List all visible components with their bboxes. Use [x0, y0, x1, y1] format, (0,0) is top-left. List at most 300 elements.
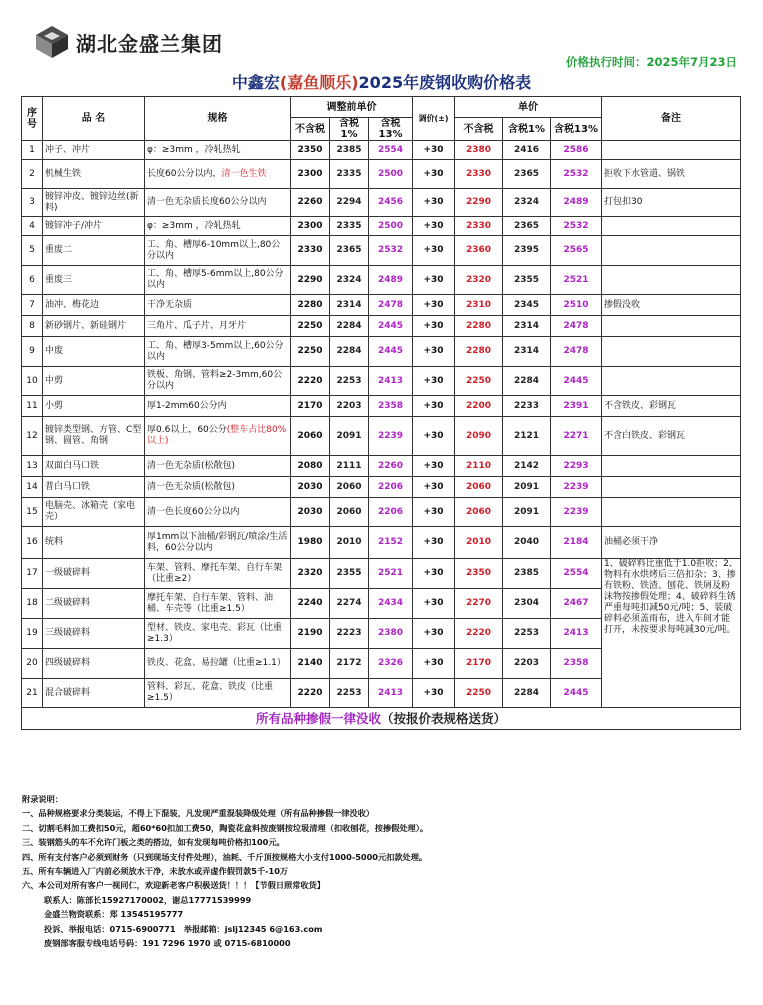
- price-tax13: 2445: [551, 679, 602, 708]
- table-row: [22, 527, 741, 559]
- price-notax: 2200: [455, 396, 503, 417]
- row-seq: 3: [22, 189, 43, 217]
- col-note: 备注: [602, 97, 741, 141]
- pre-price-notax: 2220: [291, 367, 330, 396]
- pre-price-tax1: 2314: [330, 295, 369, 316]
- price-tax13: 2510: [551, 295, 602, 316]
- price-tax13: 2467: [551, 589, 602, 619]
- pre-price-tax1: 2203: [330, 396, 369, 417]
- pre-price-notax: 2300: [291, 160, 330, 189]
- price-date: 价格执行时间：2025年7月23日: [565, 55, 737, 69]
- price-tax1: 2395: [503, 236, 551, 266]
- pre-price-tax1: 2060: [330, 498, 369, 527]
- table-row: [22, 189, 741, 217]
- row-spec: [145, 316, 291, 337]
- footer-prefix: 所有品种掺假一律没收: [256, 711, 382, 726]
- contact-3: 投诉、举报电话：0715-6900771 举报邮箱：jslj12345 6@163.com: [44, 923, 323, 934]
- price-tax13: 2293: [551, 456, 602, 477]
- row-spec: [145, 189, 291, 217]
- contact-4: 废钢部客服专线电话号码：191 7296 1970 或 0715-6810000: [44, 938, 291, 949]
- row-spec: [145, 456, 291, 477]
- notes-title: 附录说明：: [22, 794, 63, 804]
- price-tax1: 2233: [503, 396, 551, 417]
- title-red: (嘉鱼顺乐): [279, 73, 359, 92]
- row-name: 三级破碎料: [43, 619, 145, 649]
- price-tax1: 2345: [503, 295, 551, 316]
- pre-price-notax: 2300: [291, 217, 330, 236]
- pre-price-tax13: 2260: [369, 456, 413, 477]
- pre-price-tax1: 2385: [330, 141, 369, 160]
- price-tax13: 2391: [551, 396, 602, 417]
- row-name: 中废: [43, 337, 145, 367]
- row-note: [602, 266, 741, 295]
- price-tax13: 2532: [551, 217, 602, 236]
- row-seq: 5: [22, 236, 43, 266]
- row-spec-text: 摩托车架、自行车架、管料、油桶、车壳等（比重≥1.5）: [147, 592, 274, 614]
- price-tax1: 2365: [503, 217, 551, 236]
- table-row: [22, 266, 741, 295]
- row-spec-text: 车架、管料、摩托车架、自行车架（比重≥2）: [147, 562, 283, 584]
- pre-price-tax1: 2324: [330, 266, 369, 295]
- price-tax1: 2142: [503, 456, 551, 477]
- price-notax: 2290: [455, 189, 503, 217]
- sub-notax: 不含税: [455, 118, 503, 141]
- row-adjust: +30: [413, 417, 455, 456]
- title-prefix: 中鑫宏: [231, 73, 280, 92]
- row-spec-text: 工、角、槽厚6-10mm以上,80公分以内: [147, 239, 281, 261]
- sub-tax1: 含税1%: [503, 118, 551, 141]
- pre-price-tax1: 2294: [330, 189, 369, 217]
- price-tax13: 2239: [551, 498, 602, 527]
- pre-price-tax1: 2253: [330, 367, 369, 396]
- row-spec: [145, 266, 291, 295]
- row-name: 四级破碎料: [43, 649, 145, 679]
- pre-price-notax: 2330: [291, 236, 330, 266]
- row-seq: 1: [22, 141, 43, 160]
- pre-price-tax1: 2335: [330, 160, 369, 189]
- row-note: 油桶必须干净: [602, 527, 741, 559]
- row-name: 重废二: [43, 236, 145, 266]
- note-4: 四、所有支付客户必须到财务（只到现场支付件处理），油耗、千斤顶按规格大小支付1000-5000元扣款处理。: [22, 851, 428, 862]
- row-name: 重废三: [43, 266, 145, 295]
- row-seq: 14: [22, 477, 43, 498]
- pre-price-tax13: 2445: [369, 337, 413, 367]
- page-title: [0, 70, 763, 93]
- price-tax1: 2203: [503, 649, 551, 679]
- price-notax: 2280: [455, 337, 503, 367]
- pre-price-notax: 2280: [291, 295, 330, 316]
- row-adjust: +30: [413, 367, 455, 396]
- pre-price-tax13: 2456: [369, 189, 413, 217]
- pre-price-tax1: 2111: [330, 456, 369, 477]
- price-notax: 2220: [455, 619, 503, 649]
- price-notax: 2110: [455, 456, 503, 477]
- pre-price-tax13: 2152: [369, 527, 413, 559]
- row-name: 混合破碎料: [43, 679, 145, 708]
- row-seq: 2: [22, 160, 43, 189]
- row-spec: [145, 679, 291, 708]
- row-adjust: +30: [413, 527, 455, 559]
- table-row: [22, 559, 741, 589]
- col-seq: 序号: [22, 97, 43, 141]
- contact-2: 金盛兰物资联系：郑 13545195777: [44, 909, 184, 920]
- row-spec-text: φ：≥3mm ，冷轧热轧: [147, 220, 241, 231]
- row-adjust: +30: [413, 217, 455, 236]
- table-row: [22, 477, 741, 498]
- row-spec-text: 清一色无杂质(松散包): [147, 481, 236, 492]
- pre-price-tax13: 2239: [369, 417, 413, 456]
- price-notax: 2380: [455, 141, 503, 160]
- price-tax13: 2271: [551, 417, 602, 456]
- table-row: [22, 217, 741, 236]
- price-tax13: 2489: [551, 189, 602, 217]
- pre-price-notax: 1980: [291, 527, 330, 559]
- row-spec: [145, 396, 291, 417]
- price-notax: 2250: [455, 367, 503, 396]
- header-logo-row: [34, 22, 223, 62]
- pre-price-notax: 2250: [291, 316, 330, 337]
- row-note: [602, 337, 741, 367]
- col-name: 品 名: [43, 97, 145, 141]
- price-notax: 2270: [455, 589, 503, 619]
- row-name: 电脑壳、冰箱壳（家电壳）: [43, 498, 145, 527]
- pre-price-tax1: 2253: [330, 679, 369, 708]
- row-note: 掺假没收: [602, 295, 741, 316]
- row-spec: [145, 337, 291, 367]
- pre-price-tax13: 2326: [369, 649, 413, 679]
- pre-price-notax: 2250: [291, 337, 330, 367]
- pre-price-tax13: 2532: [369, 236, 413, 266]
- pre-price-tax13: 2358: [369, 396, 413, 417]
- row-note: 不含铁皮、彩钢瓦: [602, 396, 741, 417]
- sub-notax: 不含税: [291, 118, 330, 141]
- pre-price-tax1: 2223: [330, 619, 369, 649]
- pre-price-tax13: 2434: [369, 589, 413, 619]
- price-notax: 2330: [455, 160, 503, 189]
- col-spec: 规格: [145, 97, 291, 141]
- price-notax: 2330: [455, 217, 503, 236]
- row-name: 镀锌类型钢、方管、C型钢、圆管、角钢: [43, 417, 145, 456]
- row-seq: 21: [22, 679, 43, 708]
- contact-1: 联系人：陈部长15927170002，谢总17771539999: [44, 894, 252, 905]
- pre-price-notax: 2080: [291, 456, 330, 477]
- row-adjust: +30: [413, 266, 455, 295]
- row-adjust: +30: [413, 498, 455, 527]
- pre-price-tax13: 2413: [369, 367, 413, 396]
- row-spec-text: 厚1mm以下油桶/彩钢瓦/喷涂/生活料，60公分以内: [147, 531, 288, 553]
- pre-price-tax13: 2206: [369, 477, 413, 498]
- row-seq: 4: [22, 217, 43, 236]
- price-notax: 2170: [455, 649, 503, 679]
- row-adjust: +30: [413, 396, 455, 417]
- row-seq: 12: [22, 417, 43, 456]
- row-spec: [145, 236, 291, 266]
- pre-price-tax13: 2413: [369, 679, 413, 708]
- sub-tax1: 含税1%: [330, 118, 369, 141]
- row-name: 中剪: [43, 367, 145, 396]
- price-notax: 2060: [455, 477, 503, 498]
- row-spec-text: 铁皮、花盒、易拉罐（比重≥1.1）: [147, 658, 286, 668]
- row-seq: 7: [22, 295, 43, 316]
- price-notax: 2350: [455, 559, 503, 589]
- price-tax1: 2314: [503, 337, 551, 367]
- price-tax13: 2521: [551, 266, 602, 295]
- table-row: [22, 498, 741, 527]
- pre-price-notax: 2220: [291, 679, 330, 708]
- row-name: 油冲、梅花边: [43, 295, 145, 316]
- row-spec-text: 清一色无杂质(松散包): [147, 460, 236, 471]
- row-spec: [145, 417, 291, 456]
- pre-price-tax13: 2206: [369, 498, 413, 527]
- row-spec-text: 工、角、槽厚5-6mm以上,80公分以内: [147, 269, 284, 290]
- pre-price-notax: 2350: [291, 141, 330, 160]
- appendix-notes: [22, 792, 742, 950]
- pre-price-tax1: 2355: [330, 559, 369, 589]
- pre-price-notax: 2260: [291, 189, 330, 217]
- pre-price-notax: 2030: [291, 477, 330, 498]
- row-seq: 18: [22, 589, 43, 619]
- price-notax: 2090: [455, 417, 503, 456]
- table-row: [22, 337, 741, 367]
- company-name: 湖北金盛兰集团: [76, 31, 223, 56]
- price-tax13: 2554: [551, 559, 602, 589]
- row-spec: [145, 619, 291, 649]
- row-spec: [145, 559, 291, 589]
- row-spec: [145, 141, 291, 160]
- row-spec-text: 型材、铁皮、家电壳、彩瓦（比重≥1.3）: [147, 622, 283, 644]
- row-adjust: +30: [413, 295, 455, 316]
- title-suffix: 2025年废钢收购价格表: [358, 73, 532, 92]
- row-adjust: +30: [413, 679, 455, 708]
- row-spec: [145, 649, 291, 679]
- table-row: [22, 236, 741, 266]
- pre-price-tax1: 2091: [330, 417, 369, 456]
- pre-price-tax1: 2010: [330, 527, 369, 559]
- row-name: 镀锌冲子/冲片: [43, 217, 145, 236]
- row-spec-text: 铁板、角钢、管料≥2-3mm,60公分以内: [147, 370, 283, 391]
- pre-price-tax13: 2478: [369, 295, 413, 316]
- row-spec-text: 厚0.6以上，60公分: [147, 425, 227, 435]
- row-note: 拒收下水管道、锅铁: [602, 160, 741, 189]
- row-seq: 10: [22, 367, 43, 396]
- row-adjust: +30: [413, 456, 455, 477]
- row-adjust: +30: [413, 189, 455, 217]
- pre-price-notax: 2170: [291, 396, 330, 417]
- row-adjust: +30: [413, 477, 455, 498]
- price-tax1: 2121: [503, 417, 551, 456]
- pre-price-tax1: 2335: [330, 217, 369, 236]
- row-spec: [145, 367, 291, 396]
- pre-price-tax13: 2380: [369, 619, 413, 649]
- pre-price-tax13: 2445: [369, 316, 413, 337]
- row-spec: [145, 527, 291, 559]
- row-adjust: +30: [413, 141, 455, 160]
- row-spec-text: 清一色无杂质长度60公分以内: [147, 197, 267, 207]
- row-spec-text: 厚1-2mm60公分内: [147, 400, 227, 411]
- note-3: 三、装钢筋头的车不允许门板之类的搭边，如有发现每吨价格扣100元。: [22, 837, 285, 848]
- row-adjust: +30: [413, 649, 455, 679]
- pre-price-tax13: 2521: [369, 559, 413, 589]
- price-tax13: 2445: [551, 367, 602, 396]
- pre-price-tax13: 2500: [369, 217, 413, 236]
- pre-price-tax13: 2554: [369, 141, 413, 160]
- col-pre-price: 调整前单价: [291, 97, 413, 118]
- price-tax1: 2365: [503, 160, 551, 189]
- row-seq: 19: [22, 619, 43, 649]
- pre-price-tax1: 2172: [330, 649, 369, 679]
- row-spec-text: 管料、彩瓦、花盒、铁皮（比重≥1.5）: [147, 682, 274, 703]
- price-notax: 2060: [455, 498, 503, 527]
- row-adjust: +30: [413, 316, 455, 337]
- price-notax: 2320: [455, 266, 503, 295]
- price-notax: 2250: [455, 679, 503, 708]
- row-seq: 15: [22, 498, 43, 527]
- table-row: [22, 160, 741, 189]
- col-price: 单价: [455, 97, 602, 118]
- row-note: [602, 217, 741, 236]
- table-row: [22, 417, 741, 456]
- company-logo-icon: [34, 24, 70, 60]
- pre-price-notax: 2030: [291, 498, 330, 527]
- row-note: 打包扣30: [602, 189, 741, 217]
- footer-row: [22, 708, 741, 730]
- pre-price-tax1: 2365: [330, 236, 369, 266]
- row-spec-text: 长度60公分以内，: [147, 168, 222, 179]
- row-spec: [145, 477, 291, 498]
- row-name: 普白马口铁: [43, 477, 145, 498]
- row-spec-text: φ：≥3mm ，冷轧热轧: [147, 144, 241, 155]
- price-notax: 2280: [455, 316, 503, 337]
- price-tax1: 2284: [503, 367, 551, 396]
- pre-price-notax: 2140: [291, 649, 330, 679]
- price-tax1: 2284: [503, 679, 551, 708]
- row-note: 不含白铁皮、彩钢瓦: [602, 417, 741, 456]
- sub-tax13: 含税13%: [551, 118, 602, 141]
- note-5: 五、所有车辆进入厂内前必须放水干净，未放水或弄虚作假罚款5千-10万: [22, 866, 289, 877]
- row-name: 冲子、冲片: [43, 141, 145, 160]
- table-row: [22, 396, 741, 417]
- pre-price-notax: 2320: [291, 559, 330, 589]
- row-spec: [145, 160, 291, 189]
- row-note: [602, 456, 741, 477]
- price-tax1: 2314: [503, 316, 551, 337]
- pre-price-tax1: 2274: [330, 589, 369, 619]
- price-tax1: 2416: [503, 141, 551, 160]
- row-adjust: +30: [413, 559, 455, 589]
- price-tax13: 2532: [551, 160, 602, 189]
- price-tax1: 2385: [503, 559, 551, 589]
- price-tax1: 2253: [503, 619, 551, 649]
- price-tax1: 2091: [503, 498, 551, 527]
- row-seq: 20: [22, 649, 43, 679]
- price-tax13: 2478: [551, 316, 602, 337]
- row-name: 机械生铁: [43, 160, 145, 189]
- table-row: [22, 295, 741, 316]
- row-note: [602, 498, 741, 527]
- row-name: 二级破碎料: [43, 589, 145, 619]
- row-adjust: +30: [413, 589, 455, 619]
- price-notax: 2010: [455, 527, 503, 559]
- row-spec-text: 三角片、瓜子片、月牙片: [147, 320, 247, 331]
- footer-suffix: （按报价表规格送货）: [381, 711, 507, 726]
- row-spec: [145, 217, 291, 236]
- row-seq: 16: [22, 527, 43, 559]
- pre-price-notax: 2290: [291, 266, 330, 295]
- pre-price-tax1: 2060: [330, 477, 369, 498]
- note-crushed-materials: 1、破碎料比重低于1.0拒收；2、物料有水烘烤后三倍扣杂；3、掺有铁粉、铁渣、刨花、铁屑及粉沫物按掺假处理；4、破碎料生锈严重每吨扣减50元/吨；5、装破碎料必须盖雨布，进入车间才能打开，未按要求每吨减30元/吨。: [602, 559, 741, 708]
- pre-price-tax1: 2284: [330, 316, 369, 337]
- pre-price-tax13: 2500: [369, 160, 413, 189]
- pre-price-notax: 2240: [291, 589, 330, 619]
- note-6: 六、本公司对所有客户一视同仁，欢迎新老客户积极送货！！！【节假日照常收货】: [22, 880, 325, 891]
- row-spec-highlight: 清一色生铁: [221, 168, 267, 179]
- price-tax13: 2239: [551, 477, 602, 498]
- price-tax13: 2565: [551, 236, 602, 266]
- row-note: [602, 477, 741, 498]
- row-spec-text: 干净无杂质: [147, 299, 193, 310]
- row-spec: [145, 589, 291, 619]
- row-adjust: +30: [413, 337, 455, 367]
- row-name: 统料: [43, 527, 145, 559]
- row-spec-text: 工、角、槽厚3-5mm以上,60公分以内: [147, 340, 284, 362]
- row-note: [602, 236, 741, 266]
- row-name: 新砂钢片、新硅钢片: [43, 316, 145, 337]
- pre-price-tax1: 2284: [330, 337, 369, 367]
- price-tax13: 2413: [551, 619, 602, 649]
- row-spec-highlight: (整车占比80%以上): [147, 425, 287, 446]
- price-notax: 2310: [455, 295, 503, 316]
- row-name: 镀锌冲皮、镀锌边丝(新料): [43, 189, 145, 217]
- price-tax13: 2478: [551, 337, 602, 367]
- row-name: 小剪: [43, 396, 145, 417]
- row-seq: 13: [22, 456, 43, 477]
- price-tax1: 2091: [503, 477, 551, 498]
- price-notax: 2360: [455, 236, 503, 266]
- row-note: [602, 141, 741, 160]
- price-table: [21, 96, 741, 730]
- row-note: [602, 316, 741, 337]
- note-1: 一、品种规格要求分类装运，不得上下混装，凡发现严重混装降级处理（所有品种掺假一律没收）: [22, 808, 375, 819]
- row-seq: 6: [22, 266, 43, 295]
- row-spec: [145, 498, 291, 527]
- row-spec: [145, 295, 291, 316]
- row-seq: 17: [22, 559, 43, 589]
- table-row: [22, 141, 741, 160]
- table-row: [22, 367, 741, 396]
- table-row: [22, 316, 741, 337]
- row-seq: 11: [22, 396, 43, 417]
- row-seq: 8: [22, 316, 43, 337]
- pre-price-notax: 2060: [291, 417, 330, 456]
- row-adjust: +30: [413, 160, 455, 189]
- price-tax13: 2586: [551, 141, 602, 160]
- row-name: 双面白马口铁: [43, 456, 145, 477]
- price-tax13: 2358: [551, 649, 602, 679]
- row-seq: 9: [22, 337, 43, 367]
- sub-tax13: 含税13%: [369, 118, 413, 141]
- pre-price-notax: 2190: [291, 619, 330, 649]
- price-tax1: 2304: [503, 589, 551, 619]
- row-spec-text: 清一色长度60公分以内: [147, 506, 240, 517]
- row-adjust: +30: [413, 619, 455, 649]
- price-tax13: 2184: [551, 527, 602, 559]
- row-name: 一级破碎料: [43, 559, 145, 589]
- note-2: 二、切割毛料加工费扣50元，超60*60扣加工费50，陶瓷花盒料按废钢按垃圾清理（扣收刨花，按掺假处理）。: [22, 822, 429, 833]
- col-adjust: 调价(±): [413, 97, 455, 141]
- price-tax1: 2324: [503, 189, 551, 217]
- pre-price-tax13: 2489: [369, 266, 413, 295]
- table-row: [22, 456, 741, 477]
